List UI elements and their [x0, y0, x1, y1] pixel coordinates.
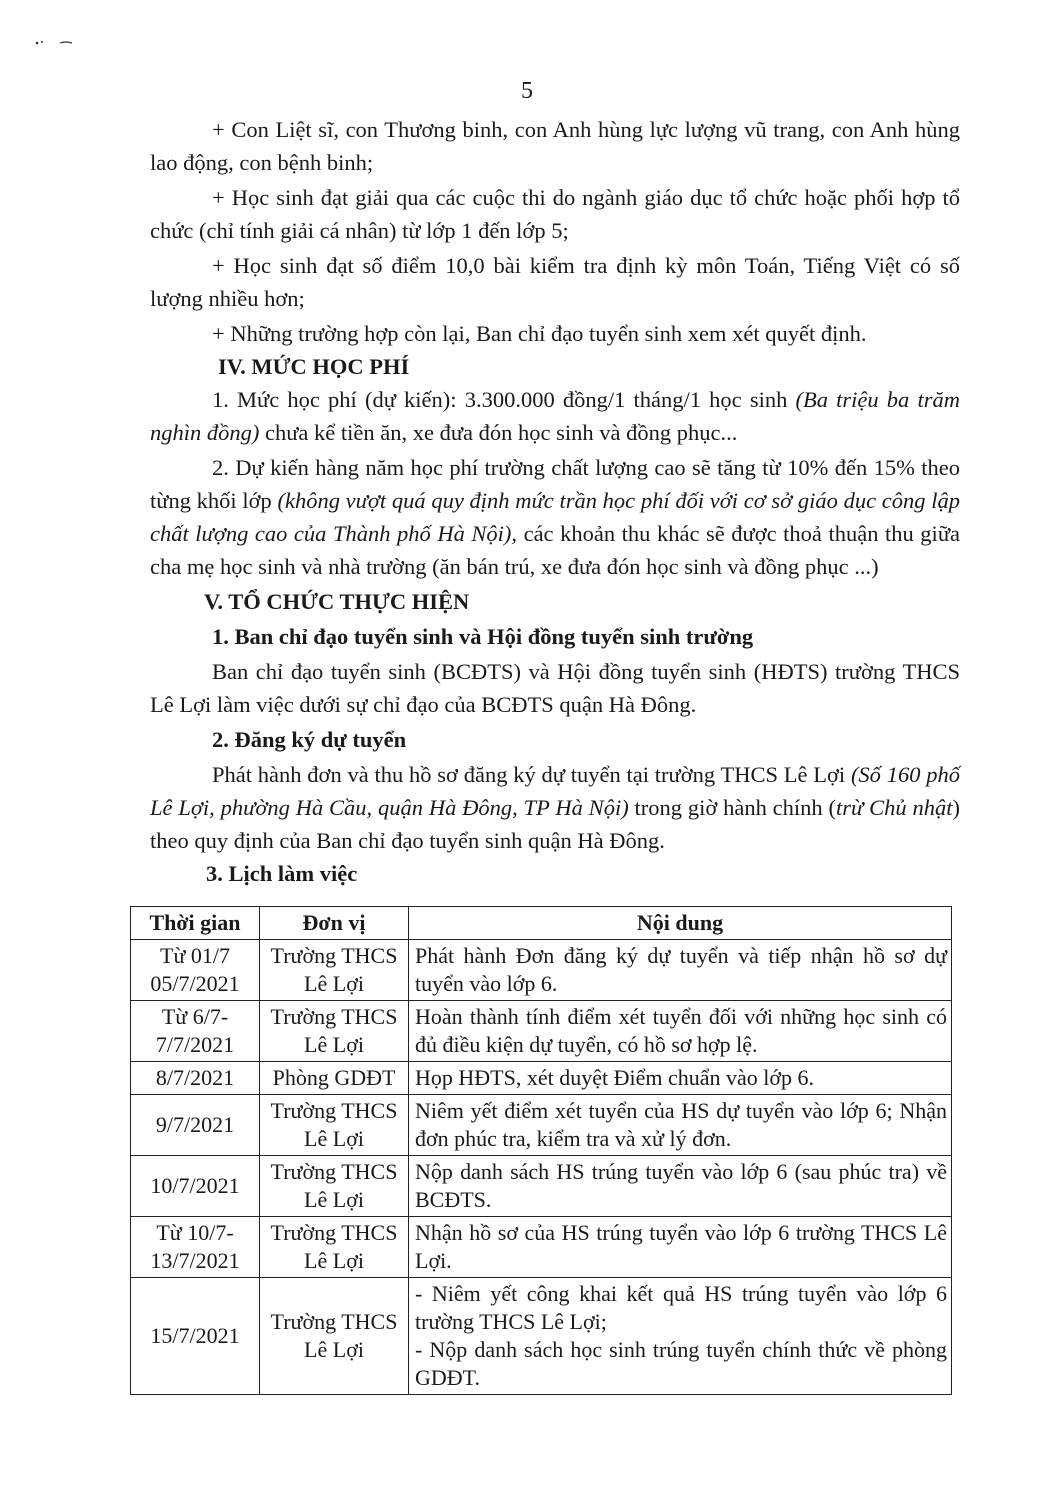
cell-content — [409, 1278, 952, 1395]
cell-unit: Trường THCS Lê Lợi — [260, 1001, 409, 1062]
cell-unit: Trường THCS Lê Lợi — [260, 1095, 409, 1156]
table-row — [131, 1217, 952, 1278]
paragraph: Ban chỉ đạo tuyển sinh (BCĐTS) và Hội đồng tuyển sinh (HĐTS) trường THCS Lê Lợi làm việc dưới sự chỉ đạo của BCĐTS quận Hà Đông. — [150, 659, 960, 717]
header-content: Nội dung — [409, 907, 952, 940]
table-row — [131, 940, 952, 1001]
cell-content: Niêm yết điểm xét tuyển của HS dự tuyển vào lớp 6; Nhận đơn phúc tra, kiểm tra và xử lý đơn. — [409, 1095, 952, 1156]
bullet-item: + Học sinh đạt giải qua các cuộc thi do ngành giáo dục tổ chức hoặc phối hợp tổ chức (chỉ tính giải cá nhân) từ lớp 1 đến lớp 5; — [150, 185, 960, 243]
bullet-item: + Những trường hợp còn lại, Ban chỉ đạo tuyển sinh xem xét quyết định. — [212, 321, 867, 346]
cell-content: Nhận hồ sơ của HS trúng tuyển vào lớp 6 trường THCS Lê Lợi. — [409, 1217, 952, 1278]
bullet-item: + Học sinh đạt số điểm 10,0 bài kiểm tra định kỳ môn Toán, Tiếng Việt có số lượng nhiều hơn; — [150, 253, 960, 311]
cell-unit: Trường THCS Lê Lợi — [260, 1278, 409, 1395]
cell-unit: Trường THCS Lê Lợi — [260, 1156, 409, 1217]
header-unit: Đơn vị — [260, 907, 409, 940]
scan-speck-mark — [34, 38, 74, 46]
schedule-table — [130, 906, 952, 1395]
table-header-row — [131, 907, 952, 940]
table-row — [131, 1062, 952, 1095]
cell-unit: Trường THCS Lê Lợi — [260, 940, 409, 1001]
cell-time: 10/7/2021 — [131, 1156, 260, 1217]
header-time: Thời gian — [131, 907, 260, 940]
cell-time: 9/7/2021 — [131, 1095, 260, 1156]
subsection-heading: 1. Ban chỉ đạo tuyển sinh và Hội đồng tuyển sinh trường — [212, 624, 754, 649]
table-row — [131, 1095, 952, 1156]
section-heading: V. TỔ CHỨC THỰC HIỆN — [204, 589, 470, 614]
cell-time: Từ 01/7 05/7/2021 — [131, 940, 260, 1001]
cell-time: Từ 6/7- 7/7/2021 — [131, 1001, 260, 1062]
table-row — [131, 1001, 952, 1062]
cell-unit: Trường THCS Lê Lợi — [260, 1217, 409, 1278]
cell-time: Từ 10/7- 13/7/2021 — [131, 1217, 260, 1278]
cell-content-line: - Niêm yết công khai kết quả HS trúng tuyển vào lớp 6 trường THCS Lê Lợi; — [415, 1281, 947, 1334]
cell-content-line: - Nộp danh sách học sinh trúng tuyển chính thức về phòng GDĐT. — [415, 1337, 947, 1390]
cell-content: Phát hành Đơn đăng ký dự tuyển và tiếp nhận hồ sơ dự tuyển vào lớp 6. — [409, 940, 952, 1001]
cell-content: Hoàn thành tính điểm xét tuyển đối với những học sinh có đủ điều kiện dự tuyển, có hồ sơ hợp lệ. — [409, 1001, 952, 1062]
section-heading: IV. MỨC HỌC PHÍ — [218, 354, 410, 379]
cell-time: 8/7/2021 — [131, 1062, 260, 1095]
page-number: 5 — [521, 78, 533, 104]
cell-time: 15/7/2021 — [131, 1278, 260, 1395]
document-body — [150, 113, 960, 890]
cell-content: Nộp danh sách HS trúng tuyển vào lớp 6 (sau phúc tra) về BCĐTS. — [409, 1156, 952, 1217]
cell-unit: Phòng GDĐT — [260, 1062, 409, 1095]
subsection-heading: 2. Đăng ký dự tuyển — [212, 727, 407, 752]
paragraph: Phát hành đơn và thu hồ sơ đăng ký dự tuyển tại trường THCS Lê Lợi (Số 160 phố Lê Lợi, phường Hà Cầu, quận Hà Đông, TP Hà Nội) trong giờ hành chính (trừ Chủ nhật) theo quy định của Ban chỉ đạo tuyển sinh quận Hà Đông. — [150, 762, 960, 853]
paragraph: 1. Mức học phí (dự kiến): 3.300.000 đồng/1 tháng/1 học sinh (Ba triệu ba trăm nghìn đồng) chưa kể tiền ăn, xe đưa đón học sinh và đồng phục... — [150, 387, 960, 445]
bullet-item: + Con Liệt sĩ, con Thương binh, con Anh hùng lực lượng vũ trang, con Anh hùng lao động, con bệnh binh; — [150, 117, 960, 175]
table-row — [131, 1278, 952, 1395]
paragraph: 2. Dự kiến hàng năm học phí trường chất lượng cao sẽ tăng từ 10% đến 15% theo từng khối lớp (không vượt quá quy định mức trần học phí đối với cơ sở giáo dục công lập chất lượng cao của Thành phố Hà Nội), các khoản thu khác sẽ được thoả thuận thu giữa cha mẹ học sinh và nhà trường (ăn bán trú, xe đưa đón học sinh và đồng phục ...) — [150, 455, 960, 579]
cell-content: Họp HĐTS, xét duyệt Điểm chuẩn vào lớp 6. — [409, 1062, 952, 1095]
table-row — [131, 1156, 952, 1217]
table-title: 3. Lịch làm việc — [206, 861, 358, 886]
